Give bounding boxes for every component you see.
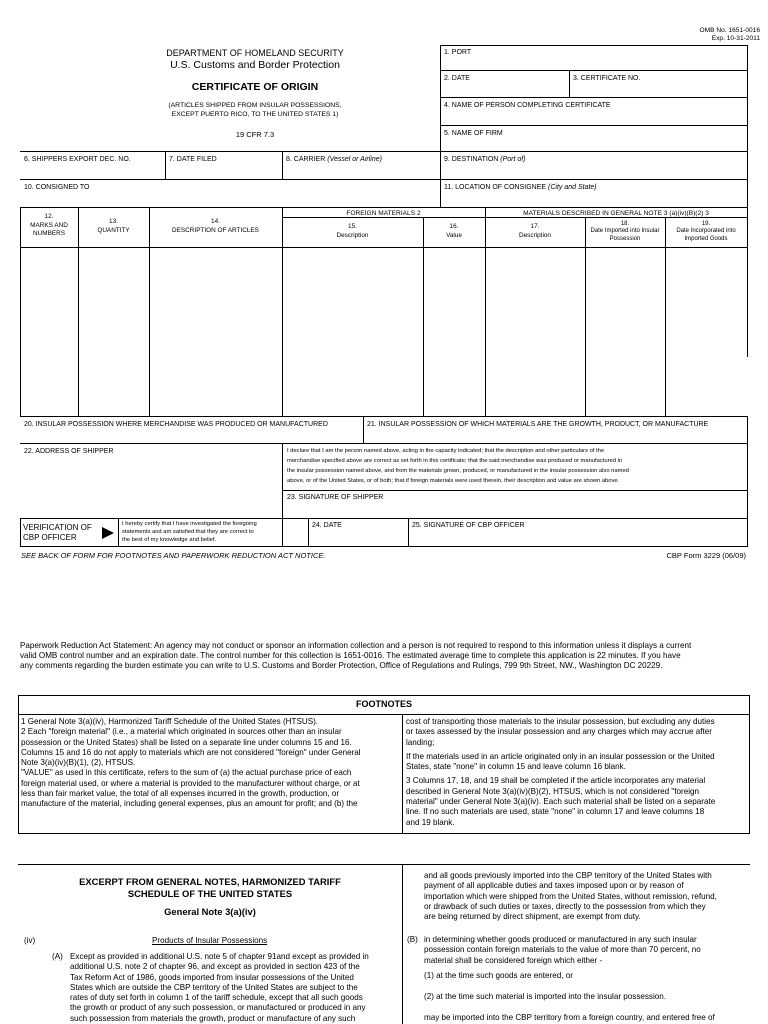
footnotes-title: FOOTNOTES [356,699,412,709]
footnotes-left: 1 General Note 3(a)(iv), Harmonized Tariff Schedule of the United States (HTSUS). 2 Each "foreign material" (i.e., a material which originated in sources other than an insular possession or the United States) shall be listed on a separate line under columns 15 and 16. Columns 15 and 16 do not apply to materials which are not considered "foreign" under General Note 3(a)(iv)(B)(1), (2), HTSUS. "VALUE" as used in this certificate, refers to the sum of (a) the actual purchase price of each foreign material used, or where a material is provided to the manufacturer without charge, or at less than fair market value, the total of all expenses incurred in the growth, production, or manufacture of the material, including general expenses, plus an amount for profit; and (b) the [21,717,361,809]
destination-note: (Port of) [500,156,526,163]
export-dec-field[interactable]: 6. SHIPPERS EXPORT DEC. NO. [24,156,131,163]
excerpt-last-line: may be imported into the CBP territory from a foreign country, and entered free of [424,1013,715,1022]
consignee-label: 11. LOCATION OF CONSIGNEE [444,184,547,191]
footnote-1: 1 General Note 3(a)(iv), Harmonized Tariff Schedule of the United States (HTSUS). [21,717,319,726]
col-foreign-description: 15. Description [336,223,369,239]
col-marks: 12. MARKS AND NUMBERS [30,213,68,238]
footnotes-right: cost of transporting those materials to the insular possession, but excluding any duties or taxes assessed by the insular possession and any charges which may accrue after landing; If the materials used in an article originated only in an insular possession or the United States, state "none" in column 15 and leave column 16 blank. 3 Columns 17, 18, and 19 shall be completed if the article incorporates any material described in General Note 3(a)(iv)(B)(2), HTSUS, which is not considered "foreign material" under General Note 3(a)(iv). Each such material shall be listed on a separate line. If no such materials are used, state "none" in column 17 and leave columns 18 and 19 blank. [406,717,716,827]
destination-label: 9. DESTINATION [444,156,499,163]
field-20-possession[interactable]: 20. INSULAR POSSESSION WHERE MERCHANDISE WAS PRODUCED OR MANUFACTURED [24,421,328,428]
products-heading: Products of Insular Possessions [152,936,268,945]
col-value: 16. Value [446,223,462,239]
date-filed-field[interactable]: 7. DATE FILED [169,156,217,163]
department-name: DEPARTMENT OF HOMELAND SECURITY [166,48,344,58]
cbp-certification-text: I hereby certify that I have investigated the foregoing statements and am satisfied that they are correct to the best of my knowledge and belief. [122,521,257,544]
carrier-field[interactable] [286,155,382,164]
col-date-imported: 18. Date Imported into Insular Possession [590,221,660,242]
see-back-notice: SEE BACK OF FORM FOR FOOTNOTES AND PAPERWORK REDUCTION ACT NOTICE. [21,551,326,560]
general-note-group: MATERIALS DESCRIBED IN GENERAL NOTE 3 (a)(iv)(B)(2) 3 [523,210,709,217]
field-23-shipper-signature[interactable]: 23. SIGNATURE OF SHIPPER [287,494,384,501]
omb-number: OMB No. 1651-0016 [699,27,760,34]
consignee-location-field[interactable] [444,183,597,192]
arrow-right-icon [102,527,114,539]
form-number: CBP Form 3229 (06/09) [666,551,746,560]
section-b1: (1) at the time such goods are entered, or [424,971,573,980]
firm-name-field[interactable]: 5. NAME OF FIRM [444,130,503,137]
carrier-label: 8. CARRIER [286,156,326,163]
carrier-note: (Vessel or Airline) [327,156,382,163]
person-completing-field[interactable]: 4. NAME OF PERSON COMPLETING CERTIFICATE [444,102,611,109]
consigned-to-field[interactable]: 10. CONSIGNED TO [24,184,90,191]
agency-name: U.S. Customs and Border Protection [170,59,340,71]
col-quantity: 13. QUANTITY [97,218,130,234]
section-b-label: (B) [407,935,418,944]
paperwork-reduction-statement: Paperwork Reduction Act Statement: An agency may not conduct or sponsor an information collection and a person is not required to respond to this information unless it displays a current valid OMB control number and an expiration date. The control number for this collection is 1651-0016. The estimated average time to complete this application is 22 minutes. If you have any comments regarding the burden estimate you can write to U.S. Customs and Border Protection, Office of Regulations and Rulings, 799 9th Street, NW., Washington DC 20229. [20,641,692,671]
section-a-label: (A) [52,952,63,961]
cfr-reference: 19 CFR 7.3 [235,130,275,139]
destination-field[interactable] [444,155,526,164]
form-subtitle-2: EXCEPT PUERTO RICO, TO THE UNITED STATES 1) [171,111,339,118]
form-header [105,48,405,139]
col-date-incorporated: 19. Date Incorporated into Imported Goods [676,221,736,242]
field-24-date[interactable]: 24. DATE [312,522,342,529]
footnote-3: 3 Columns 17, 18, and 19 shall be completed if the article incorporates any material [406,776,706,786]
excerpt-title: EXCERPT FROM GENERAL NOTES, HARMONIZED TARIFF SCHEDULE OF THE UNITED STATES [79,876,341,899]
field-22-shipper-address[interactable]: 22. ADDRESS OF SHIPPER [24,448,114,455]
consignee-note: (City and State) [548,184,597,191]
section-a-text: Except as provided in additional U.S. note 5 of chapter 91and except as provided in additional U.S. note 2 of chapter 96, and except as provided in section 423 of the Tax Reform Act of 1986, goods imported from insular possessions of the United States which are outside the CBP territory of the United States are subject to the rates of duty set forth in column 1 of the tariff schedule, except that all such goods the growth or product of any such possession, or manufactured or produced in any such possession from materials the growth, product or manufacture of any such [70,952,369,1023]
col-general-description: 17. Description [519,223,551,239]
omb-expiration: Exp. 10-31-2011 [711,35,760,42]
field-21-materials-origin[interactable]: 21. INSULAR POSSESSION OF WHICH MATERIALS ARE THE GROWTH, PRODUCT, OR MANUFACTURE [367,421,709,428]
port-field[interactable]: 1. PORT [444,49,472,56]
form-title: CERTIFICATE OF ORIGIN [191,81,319,93]
shipper-declaration: I declare that I am the person named above, acting in the capacity indicated; that the description and other particulars of the merchandise specified above are correct as set forth in this certificate; that the said merchandise was produced or manufactured in the insular possession named above, and from the materials grown, produced, or manufactured in the insular possession also named above, or of the United States, or of both; that if foreign materials were used therein, their description and value are shown above. [287,448,629,484]
col-description-articles: 14. DESCRIPTION OF ARTICLES [172,218,259,234]
section-b2: (2) at the time such material is imported into the insular possession. [424,992,667,1001]
excerpt-right-text: and all goods previously imported into the CBP territory of the United States with payment of all applicable duties and taxes imposed upon or by reason of importation which were shipped from the United States, without remission, refund, or drawback of such duties or taxes, directly to the possession from which they are being returned by direct shipment, are exempt from duty. [424,871,717,922]
excerpt-subtitle: General Note 3(a)(iv) [164,906,256,917]
foreign-materials-group: FOREIGN MATERIALS 2 [346,210,421,217]
section-iv-label: (iv) [24,936,36,945]
form-subtitle-1: (ARTICLES SHIPPED FROM INSULAR POSSESSIONS, [168,102,342,109]
verification-label: VERIFICATION OF CBP OFFICER [23,523,92,542]
date-field[interactable]: 2. DATE [444,75,470,82]
field-25-cbp-signature[interactable]: 25. SIGNATURE OF CBP OFFICER [412,522,525,529]
omb-block [700,27,760,43]
section-b-text: in determining whether goods produced or manufactured in any such insular possession contain foreign materials to the value of more than 70 percent, no material shall be considered foreign which either - [424,935,701,965]
certificate-no-field[interactable]: 3. CERTIFICATE NO. [573,75,641,82]
